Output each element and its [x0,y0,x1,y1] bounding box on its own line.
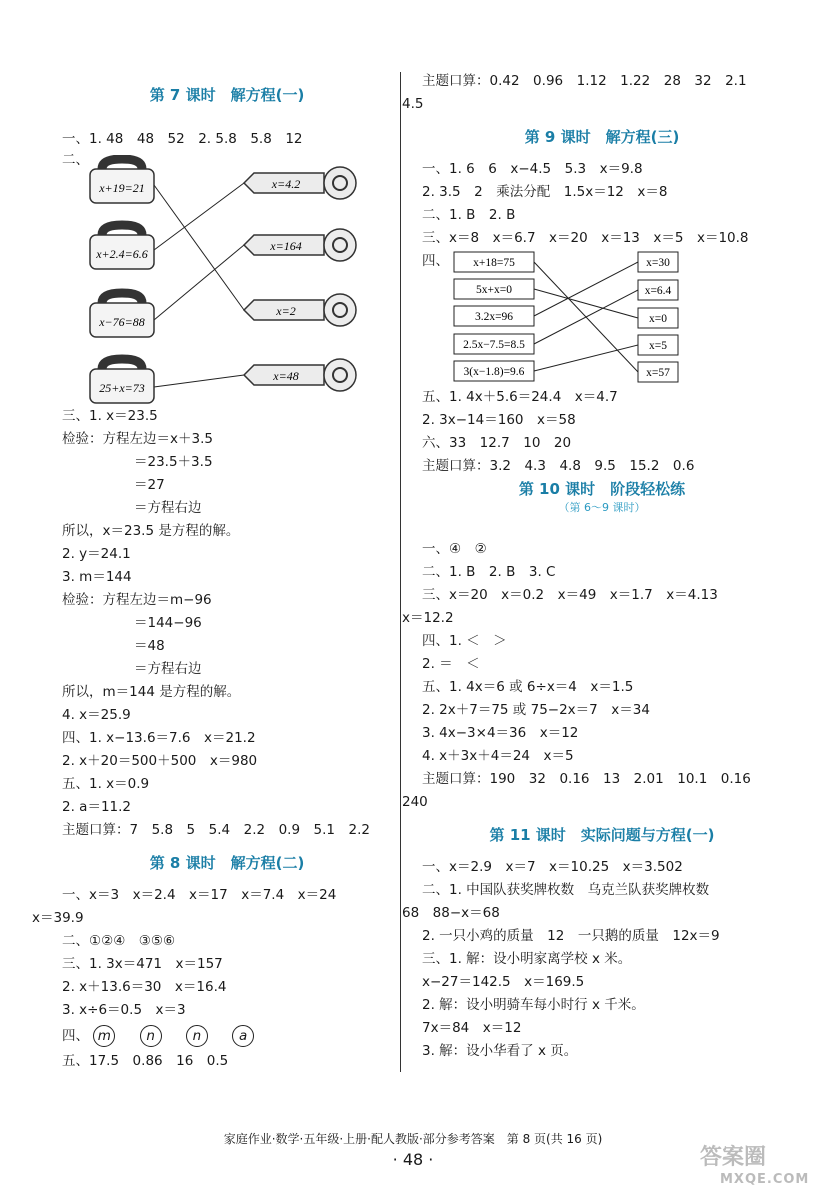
l9-q1-1: 一、1. 6 6 x−4.5 5.3 x＝9.8 [422,161,643,177]
l8-q1b: x＝39.9 [32,910,84,926]
l7-check-b4: ＝方程右边 [134,661,202,677]
l7-check-a2: ＝23.5＋3.5 [134,454,213,470]
l7-check-b1: 检验：方程左边＝m−96 [62,592,212,608]
l9-q6: 六、33 12.7 10 20 [422,435,572,451]
l10-oral-a: 主题口算：190 32 0.16 13 2.01 10.1 0.16 [422,771,751,787]
l11-q2-1a: 二、1. 中国队获奖牌枚数 乌克兰队获奖牌枚数 [422,882,710,898]
l9-q5-2: 2. 3x−14＝160 x＝58 [422,412,576,428]
match-line [154,245,244,320]
l7-check-a3: ＝27 [134,477,165,493]
key-icon [244,294,356,326]
l7-so-a: 所以，x＝23.5 是方程的解。 [62,523,240,539]
match-line [154,375,244,387]
l9-q5-1: 五、1. 4x＋5.6＝24.4 x＝4.7 [422,389,618,405]
l10-q3b: x＝12.2 [402,610,454,626]
lesson-8-title: 第 8 课时 解方程(二) [149,854,305,872]
lock-icon [90,359,154,403]
lesson-10-subtitle: （第 6～9 课时） [558,501,646,514]
l7-check-b2: ＝144−96 [134,615,202,631]
l7-q2-label: 二、 [62,152,89,168]
l10-q5-1: 五、1. 4x＝6 或 6÷x＝4 x＝1.5 [422,679,634,695]
l7-so-b: 所以，m＝144 是方程的解。 [62,684,241,700]
l7-q3-3: 3. m＝144 [62,569,132,585]
l7-q3-1: 三、1. x＝23.5 [62,408,158,424]
match-line [154,185,244,310]
l10-q5-2: 2. 2x＋7＝75 或 75−2x＝7 x＝34 [422,702,650,718]
l11-q2-1b: 68 88−x＝68 [402,905,500,921]
key-solution: x=2 [276,304,296,318]
l9-q4-label: 四、 [422,253,449,269]
l7-check-a4: ＝方程右边 [134,500,202,516]
page-number: · 48 · [392,1150,434,1169]
l7-q3-4: 4. x＝25.9 [62,707,131,723]
equation-box: 3(x−1.8)=9.6 [463,366,525,378]
key-icon [244,167,356,199]
l9-oral: 主题口算：3.2 4.3 4.8 9.5 15.2 0.6 [422,458,695,474]
l8-q5: 五、17.5 0.86 16 0.5 [62,1053,229,1069]
match-line [534,345,638,371]
l8-q3-1: 三、1. 3x＝471 x＝157 [62,956,223,972]
l10-q4-2: 2. ＝ ＜ [422,656,480,672]
l11-q2-2: 2. 一只小鸡的质量 12 一只鹅的质量 12x＝9 [422,928,720,944]
watermark-logo: 答案圈 [700,1145,767,1170]
equation-box: x+18=75 [473,257,515,269]
lock-equation: x+19=21 [99,181,145,195]
match-line [154,183,244,250]
right-column [402,70,782,1063]
lock-equation: x+2.4=6.6 [96,247,148,261]
l10-q1: 一、④ ② [422,541,487,557]
circled-letter: m [93,1025,115,1047]
lock-icon [90,159,154,203]
lock-icon [90,225,154,269]
l9-q1-2: 2. 3.5 2 乘法分配 1.5x＝12 x＝8 [422,184,668,200]
l11-q3-1a: 三、1. 解：设小明家离学校 x 米。 [422,951,632,967]
circled-letter: a [232,1025,254,1047]
footer-text: 家庭作业·数学·五年级·上册·配人教版·部分参考答案 第 8 页(共 16 页) [223,1132,603,1146]
lesson-11-title: 第 11 课时 实际问题与方程(一) [489,826,715,844]
key-solution: x=48 [273,369,299,383]
l8-q1a: 一、x＝3 x＝2.4 x＝17 x＝7.4 x＝24 [62,887,337,903]
key-icon [244,359,356,391]
match-line [534,290,638,344]
solution-box: x=30 [646,257,670,269]
l7-q5-2: 2. a＝11.2 [62,799,132,815]
l8-q3-2: 2. x＋13.6＝30 x＝16.4 [62,979,227,995]
l9-q2: 二、1. B 2. B [422,207,516,223]
equation-box: 3.2x=96 [474,311,514,323]
l10-q4-1: 四、1. ＜ ＞ [422,633,507,649]
left-column [32,84,392,1073]
solution-box: x=57 [646,367,670,379]
equation-box: 5x+x=0 [476,284,512,296]
key-solution: x=164 [270,239,302,253]
l7-q4-2: 2. x＋20＝500＋500 x＝980 [62,753,258,769]
l10-oral-b: 240 [402,794,428,810]
l7-q3-2: 2. y＝24.1 [62,546,131,562]
lock-equation: 25+x=73 [99,381,145,395]
l10-q5-4: 4. x＋3x＋4＝24 x＝5 [422,748,574,764]
l8-q2: 二、①②④ ③⑤⑥ [62,933,176,949]
l7-check-b3: ＝48 [134,638,165,654]
l9-q4-row [422,250,782,386]
lock-icon [90,293,154,337]
l7-oral: 主题口算：7 5.8 5 5.4 2.2 0.9 5.1 2.2 [62,822,370,838]
l8-q4 [62,1022,392,1050]
l11-q3-2b: 7x＝84 x＝12 [422,1020,522,1036]
circled-letter: n [140,1025,162,1047]
solution-box: x=5 [649,340,667,352]
l8-q3-3: 3. x÷6＝0.5 x＝3 [62,1002,186,1018]
top-oral-b: 4.5 [402,96,424,112]
equation-box: 2.5x−7.5=8.5 [463,339,525,351]
key-icon [244,229,356,261]
lesson-10-title: 第 10 课时 阶段轻松练 [518,480,686,498]
l7-q1: 一、1. 48 48 52 2. 5.8 5.8 12 [62,131,303,147]
column-divider [400,72,401,1072]
match-line [534,289,638,318]
l10-q5-3: 3. 4x−3×4＝36 x＝12 [422,725,579,741]
key-solution: x=4.2 [271,177,301,191]
l11-q3-2a: 2. 解：设小明骑车每小时行 x 千米。 [422,997,645,1013]
l7-check-a1: 检验：方程左边＝x＋3.5 [62,431,213,447]
lock-equation: x−76=88 [99,315,145,329]
l11-q3-3a: 3. 解：设小华看了 x 页。 [422,1043,578,1059]
l11-q3-1b: x−27＝142.5 x＝169.5 [422,974,585,990]
match-line [534,262,638,316]
l7-q5-1: 五、1. x＝0.9 [62,776,150,792]
watermark-url: MXQE.COM [720,1172,810,1187]
lock-key-diagram [74,155,374,405]
l9-q3: 三、x＝8 x＝6.7 x＝20 x＝13 x＝5 x＝10.8 [422,230,749,246]
lesson-9-title: 第 9 课时 解方程(三) [524,128,680,146]
l7-q4-1: 四、1. x−13.6＝7.6 x＝21.2 [62,730,256,746]
l11-q1: 一、x＝2.9 x＝7 x＝10.25 x＝3.502 [422,859,683,875]
l10-q2: 二、1. B 2. B 3. C [422,564,556,580]
solution-box: x=0 [649,313,667,325]
l10-q3a: 三、x＝20 x＝0.2 x＝49 x＝1.7 x＝4.13 [422,587,718,603]
equation-solution-matching [452,250,782,386]
lesson-7-title: 第 7 课时 解方程(一) [149,86,305,104]
solution-box: x=6.4 [644,285,672,297]
top-oral-a: 主题口算：0.42 0.96 1.12 1.22 28 32 2.1 [422,73,747,89]
l8-q4-label: 四、 [62,1028,89,1044]
circled-letter: n [186,1025,208,1047]
